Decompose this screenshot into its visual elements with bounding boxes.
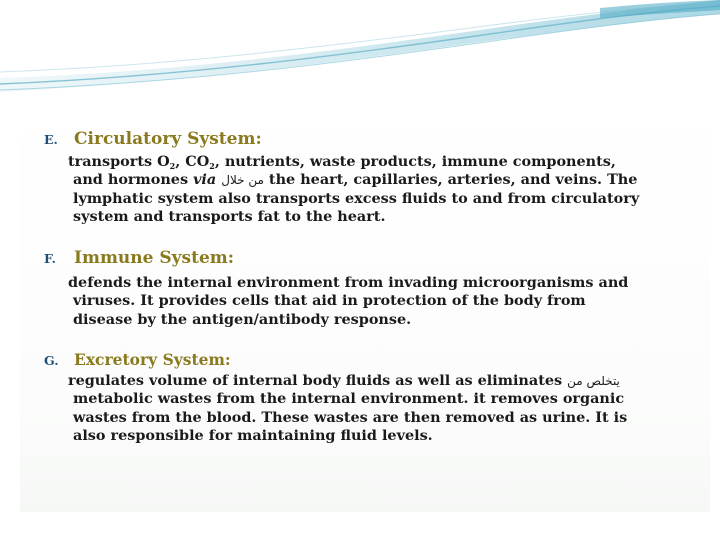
body-line: defends the internal environment from invading microorganisms and <box>68 274 629 291</box>
body-line: disease by the antigen/antibody response. <box>73 310 412 328</box>
italic-word: via <box>193 171 217 189</box>
body-line <box>68 372 627 390</box>
section-title: Immune System: <box>74 248 235 268</box>
header-wave-decoration <box>0 0 720 100</box>
body-line: also responsible for maintaining fluid levels. <box>73 427 433 445</box>
section-body <box>68 274 628 329</box>
arabic-translation: يتخلص من <box>567 374 620 388</box>
subscript: 2 <box>209 161 215 171</box>
section-body <box>68 153 639 227</box>
text-run: the heart, capillaries, arteries, and veins. The <box>263 171 638 189</box>
subscript: 2 <box>169 161 176 171</box>
body-line <box>68 171 639 189</box>
text-run: and hormones <box>73 171 194 189</box>
section-letter: E. <box>44 132 58 147</box>
section-heading <box>44 129 262 149</box>
text-run: regulates volume of internal body fluids as well as eliminates <box>68 372 568 389</box>
section-letter: G. <box>44 353 59 368</box>
section-title: Excretory System: <box>74 350 231 369</box>
section-heading <box>44 248 234 268</box>
section-title: Circulatory System: <box>74 129 262 149</box>
section-body <box>68 372 627 446</box>
body-line: wastes from the blood. These wastes are then removed as urine. It is <box>73 408 628 426</box>
arabic-translation: من خلال <box>221 173 264 188</box>
section-heading <box>44 350 231 369</box>
text-run: , CO <box>175 153 210 170</box>
body-line: metabolic wastes from the internal environment. it removes organic <box>73 390 625 408</box>
body-line <box>68 153 639 171</box>
text-run: transports O <box>68 153 170 170</box>
body-line: lymphatic system also transports excess fluids to and from circulatory <box>73 189 640 207</box>
section-letter: F. <box>44 251 56 266</box>
body-line: system and transports fat to the heart. <box>73 208 386 226</box>
text-run: , nutrients, waste products, immune components, <box>214 153 616 170</box>
body-line: viruses. It provides cells that aid in protection of the body from <box>73 292 586 310</box>
